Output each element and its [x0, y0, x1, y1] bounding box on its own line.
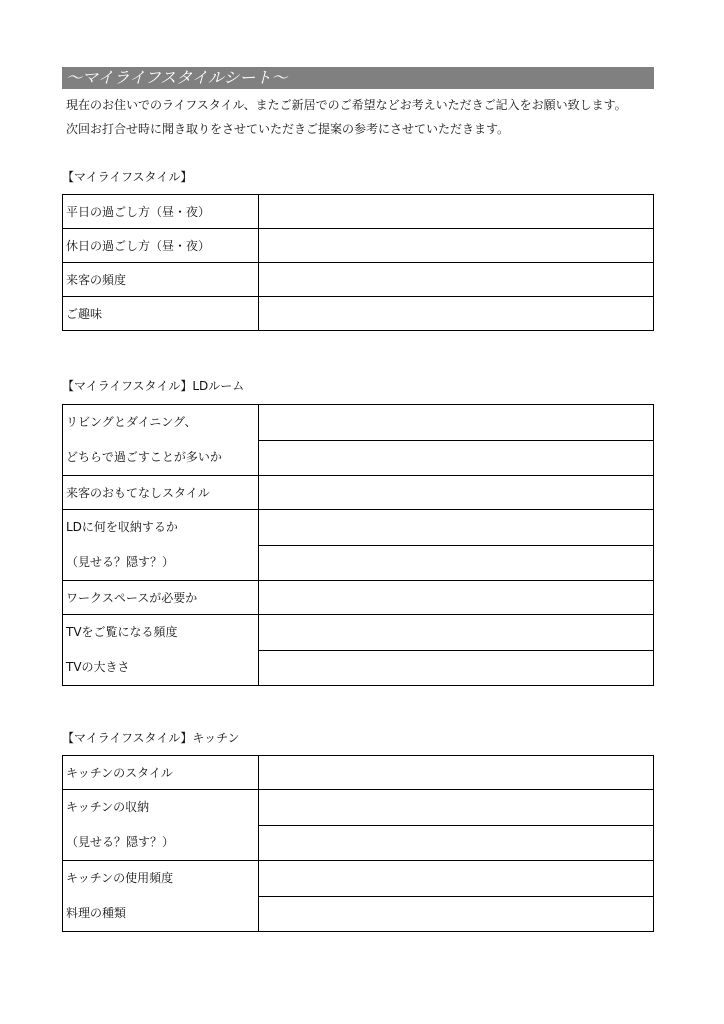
- answer-field[interactable]: [259, 476, 654, 510]
- row-label: [63, 405, 259, 476]
- row-label: [63, 615, 259, 686]
- answer-field[interactable]: [259, 615, 654, 651]
- row-label: ワークスペースが必要か: [63, 581, 259, 615]
- table-row: [63, 195, 654, 229]
- row-label-line: どちらで過ごすことが多いか: [66, 450, 222, 464]
- row-label-line: TVをご覧になる頻度: [66, 625, 178, 639]
- table-row: [63, 615, 654, 651]
- answer-field[interactable]: [259, 263, 654, 297]
- row-label: 休日の過ごし方（昼・夜）: [63, 229, 259, 263]
- table-row: [63, 405, 654, 441]
- intro-line-1: 現在のお住いでのライフスタイル、またご新居でのご希望などお考えいただきご記入をお願い致します。: [66, 98, 627, 112]
- row-label: 来客の頻度: [63, 263, 259, 297]
- answer-field[interactable]: [259, 650, 654, 686]
- table-row: [63, 581, 654, 615]
- kitchen-table: [62, 755, 654, 932]
- table-row: [63, 861, 654, 897]
- answer-field[interactable]: [259, 790, 654, 826]
- row-label-line: リビングとダイニング、: [66, 415, 197, 429]
- answer-field[interactable]: [259, 545, 654, 581]
- answer-field[interactable]: [259, 229, 654, 263]
- answer-field[interactable]: [259, 896, 654, 932]
- row-label-line: キッチンの収納: [66, 800, 150, 814]
- row-label-line: TVの大きさ: [66, 660, 130, 674]
- answer-field[interactable]: [259, 581, 654, 615]
- ld-room-table: [62, 404, 654, 686]
- row-label: 来客のおもてなしスタイル: [63, 476, 259, 510]
- row-label-line: （見せる？隠す？）: [66, 555, 175, 569]
- answer-field[interactable]: [259, 510, 654, 546]
- page-title: ～マイライフスタイルシート～: [62, 67, 654, 89]
- section-title-ld-room: 【マイライフスタイル】LDルーム: [62, 379, 245, 393]
- table-row: [63, 790, 654, 826]
- intro-line-2: 次回お打合せ時に聞き取りをさせていただきご提案の参考にさせていただきます。: [66, 122, 510, 136]
- row-label: [63, 861, 259, 932]
- row-label: 平日の過ごし方（昼・夜）: [63, 195, 259, 229]
- answer-field[interactable]: [259, 756, 654, 790]
- row-label: [63, 510, 259, 581]
- row-label: ご趣味: [63, 297, 259, 331]
- table-row: [63, 510, 654, 546]
- answer-field[interactable]: [259, 405, 654, 441]
- answer-field[interactable]: [259, 195, 654, 229]
- answer-field[interactable]: [259, 861, 654, 897]
- lifestyle-table: [62, 194, 654, 331]
- row-label: キッチンのスタイル: [63, 756, 259, 790]
- table-row: [63, 229, 654, 263]
- section-title-kitchen: 【マイライフスタイル】キッチン: [62, 731, 240, 745]
- row-label-line: 料理の種類: [66, 906, 127, 920]
- answer-field[interactable]: [259, 825, 654, 861]
- row-label-line: キッチンの使用頻度: [66, 871, 174, 885]
- table-row: [63, 476, 654, 510]
- row-label-line: LDに何を収納するか: [66, 520, 178, 534]
- table-row: [63, 297, 654, 331]
- row-label: [63, 790, 259, 861]
- table-row: [63, 263, 654, 297]
- answer-field[interactable]: [259, 297, 654, 331]
- row-label-line: （見せる？隠す？）: [66, 835, 175, 849]
- section-title-lifestyle: 【マイライフスタイル】: [62, 170, 193, 184]
- table-row: [63, 756, 654, 790]
- answer-field[interactable]: [259, 440, 654, 476]
